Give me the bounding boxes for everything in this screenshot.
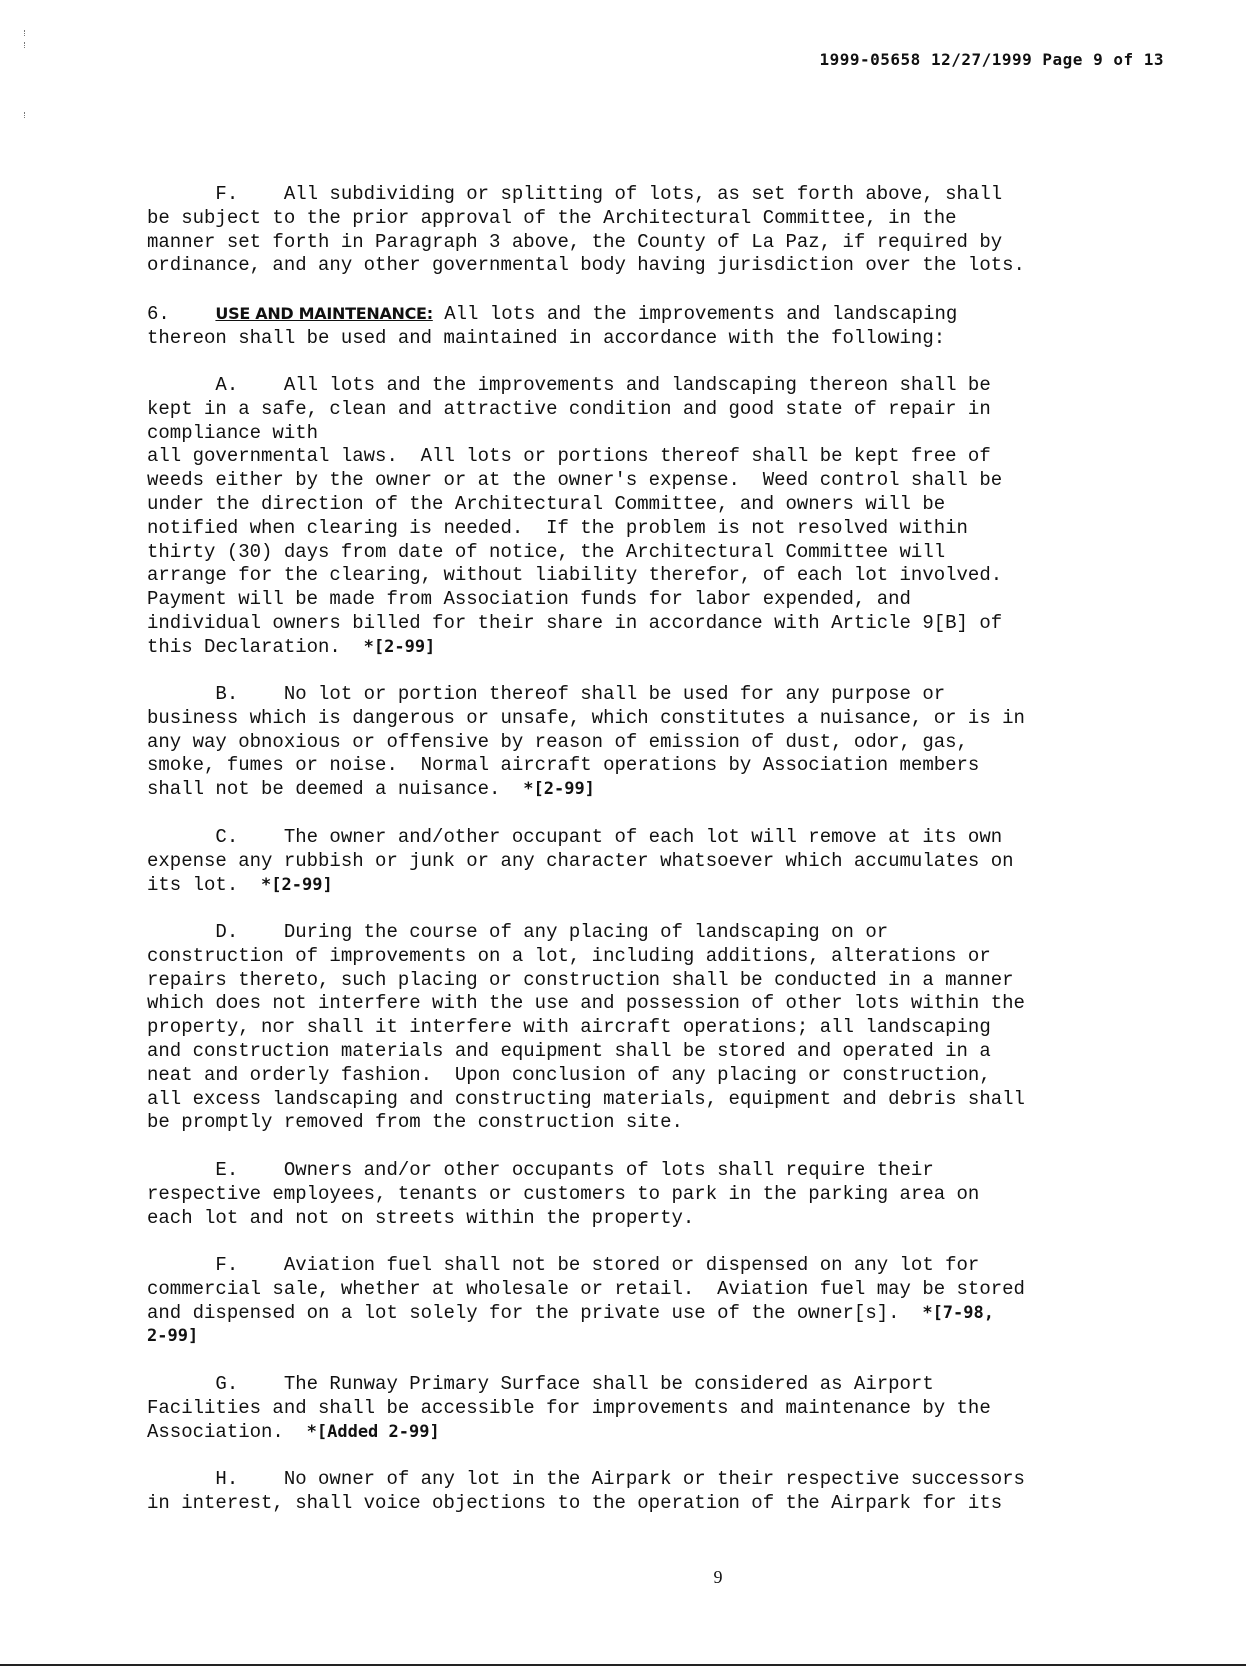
text-line: individual owners billed for their share in accordance with Article 9[B] of [147, 611, 1003, 634]
text-line: neat and orderly fashion. Upon conclusion of any placing or construction, [147, 1063, 991, 1086]
amendment-note: *[2-99] [523, 779, 595, 800]
text-line [147, 778, 1147, 802]
text-line [147, 302, 1147, 327]
text-line: Payment will be made from Association funds for labor expended, and [147, 588, 911, 611]
text-line: smoke, fumes or noise. Normal aircraft operations by Association members [147, 754, 980, 777]
text-line: thirty (30) days from date of notice, the Architectural Committee will [147, 540, 946, 563]
text-line: commercial sale, whether at wholesale or retail. Aviation fuel may be stored [147, 1277, 1025, 1300]
scan-artifact [24, 30, 26, 36]
text-line: F. All subdividing or splitting of lots, as set forth above, shall [147, 183, 1003, 205]
text-line: arrange for the clearing, without liability therefor, of each lot involved. [147, 564, 1003, 587]
text-line: business which is dangerous or unsafe, which constitutes a nuisance, or is in [147, 706, 1025, 729]
amendment-note: *[Added 2-99] [306, 1421, 440, 1442]
text-line: which does not interfere with the use and possession of other lots within the [147, 992, 1025, 1015]
text-line: manner set forth in Paragraph 3 above, the County of La Paz, if required by [147, 230, 1003, 253]
text-line: under the direction of the Architectural Committee, and owners will be [147, 492, 946, 515]
amendment-note: 2-99] [147, 1326, 199, 1347]
text-line: construction of improvements on a lot, including additions, alterations or [147, 944, 991, 967]
amendment-note: *[2-99] [261, 874, 333, 895]
line-text: its lot. [147, 873, 262, 896]
paragraph-c [147, 826, 1147, 897]
paragraph-h [147, 1468, 1147, 1516]
text-line [147, 636, 1147, 660]
text-line: be subject to the prior approval of the Architectural Committee, in the [147, 206, 957, 229]
text-line [147, 1302, 1147, 1326]
text-line: ordinance, and any other governmental body having jurisdiction over the lots. [147, 254, 1025, 277]
scan-artifact [24, 42, 26, 48]
section-heading: USE AND MAINTENANCE: [215, 304, 433, 323]
line-text: Association. [147, 1420, 307, 1443]
text-line: compliance with [147, 421, 319, 444]
page-edge-line [0, 1664, 1246, 1666]
section-number: 6. [147, 303, 216, 325]
text-line: all governmental laws. All lots or portions thereof shall be kept free of [147, 445, 991, 468]
text-line: B. No lot or portion thereof shall be used for any purpose or [147, 683, 946, 705]
paragraph-b [147, 683, 1147, 802]
text-line: C. The owner and/other occupant of each lot will remove at its own [147, 826, 1003, 848]
paragraph-f-subdividing [147, 183, 1147, 278]
text-line: be promptly removed from the construction site. [147, 1111, 683, 1134]
text-line: property, nor shall it interfere with aircraft operations; all landscaping [147, 1016, 991, 1039]
text-line: any way obnoxious or offensive by reason of emission of dust, odor, gas, [147, 730, 968, 753]
text-line [147, 874, 1147, 898]
text-line: all excess landscaping and constructing materials, equipment and debris shall [147, 1087, 1025, 1110]
text-line: and construction materials and equipment shall be stored and operated in a [147, 1039, 991, 1062]
line-text: this Declaration. [147, 635, 364, 658]
document-reference: 1999-05658 12/27/1999 Page 9 of 13 [819, 50, 1164, 69]
text-line: expense any rubbish or junk or any character whatsoever which accumulates on [147, 849, 1014, 872]
text-line: D. During the course of any placing of landscaping on or [147, 921, 889, 943]
paragraph-d [147, 921, 1147, 1135]
text-line: notified when clearing is needed. If the problem is not resolved within [147, 516, 968, 539]
text-line: in interest, shall voice objections to the operation of the Airpark for its [147, 1491, 1003, 1514]
text-line: F. Aviation fuel shall not be stored or dispensed on any lot for [147, 1254, 980, 1276]
text-line: A. All lots and the improvements and landscaping thereon shall be [147, 374, 991, 396]
section-intro: All lots and the improvements and landscaping [432, 303, 958, 325]
paragraph-g [147, 1373, 1147, 1444]
text-line [147, 1421, 1147, 1445]
amendment-note: *[2-99] [363, 636, 436, 657]
text-line: G. The Runway Primary Surface shall be considered as Airport [147, 1373, 934, 1395]
page-number: 9 [713, 1567, 723, 1587]
text-line: weeds either by the owner or at the owner's expense. Weed control shall be [147, 469, 1003, 492]
text-line: thereon shall be used and maintained in accordance with the following: [147, 326, 946, 349]
amendment-note: *[7-98, [922, 1302, 994, 1323]
text-line: kept in a safe, clean and attractive condition and good state of repair in [147, 397, 991, 420]
paragraph-e [147, 1159, 1147, 1230]
line-text: shall not be deemed a nuisance. [147, 778, 524, 801]
text-line: E. Owners and/or other occupants of lots shall require their [147, 1159, 934, 1181]
paragraph-a [147, 374, 1147, 660]
text-line [147, 1325, 1147, 1349]
paragraph-f-aviation-fuel [147, 1254, 1147, 1349]
section-6 [147, 302, 1147, 351]
text-line: repairs thereto, such placing or construction shall be conducted in a manner [147, 968, 1014, 991]
scan-artifact [24, 112, 26, 118]
text-line: respective employees, tenants or customers to park in the parking area on [147, 1182, 980, 1205]
text-line: each lot and not on streets within the property. [147, 1206, 695, 1229]
line-text: and dispensed on a lot solely for the private use of the owner[s]. [147, 1301, 923, 1324]
text-line: H. No owner of any lot in the Airpark or their respective successors [147, 1468, 1025, 1490]
text-line: Facilities and shall be accessible for improvements and maintenance by the [147, 1396, 991, 1419]
